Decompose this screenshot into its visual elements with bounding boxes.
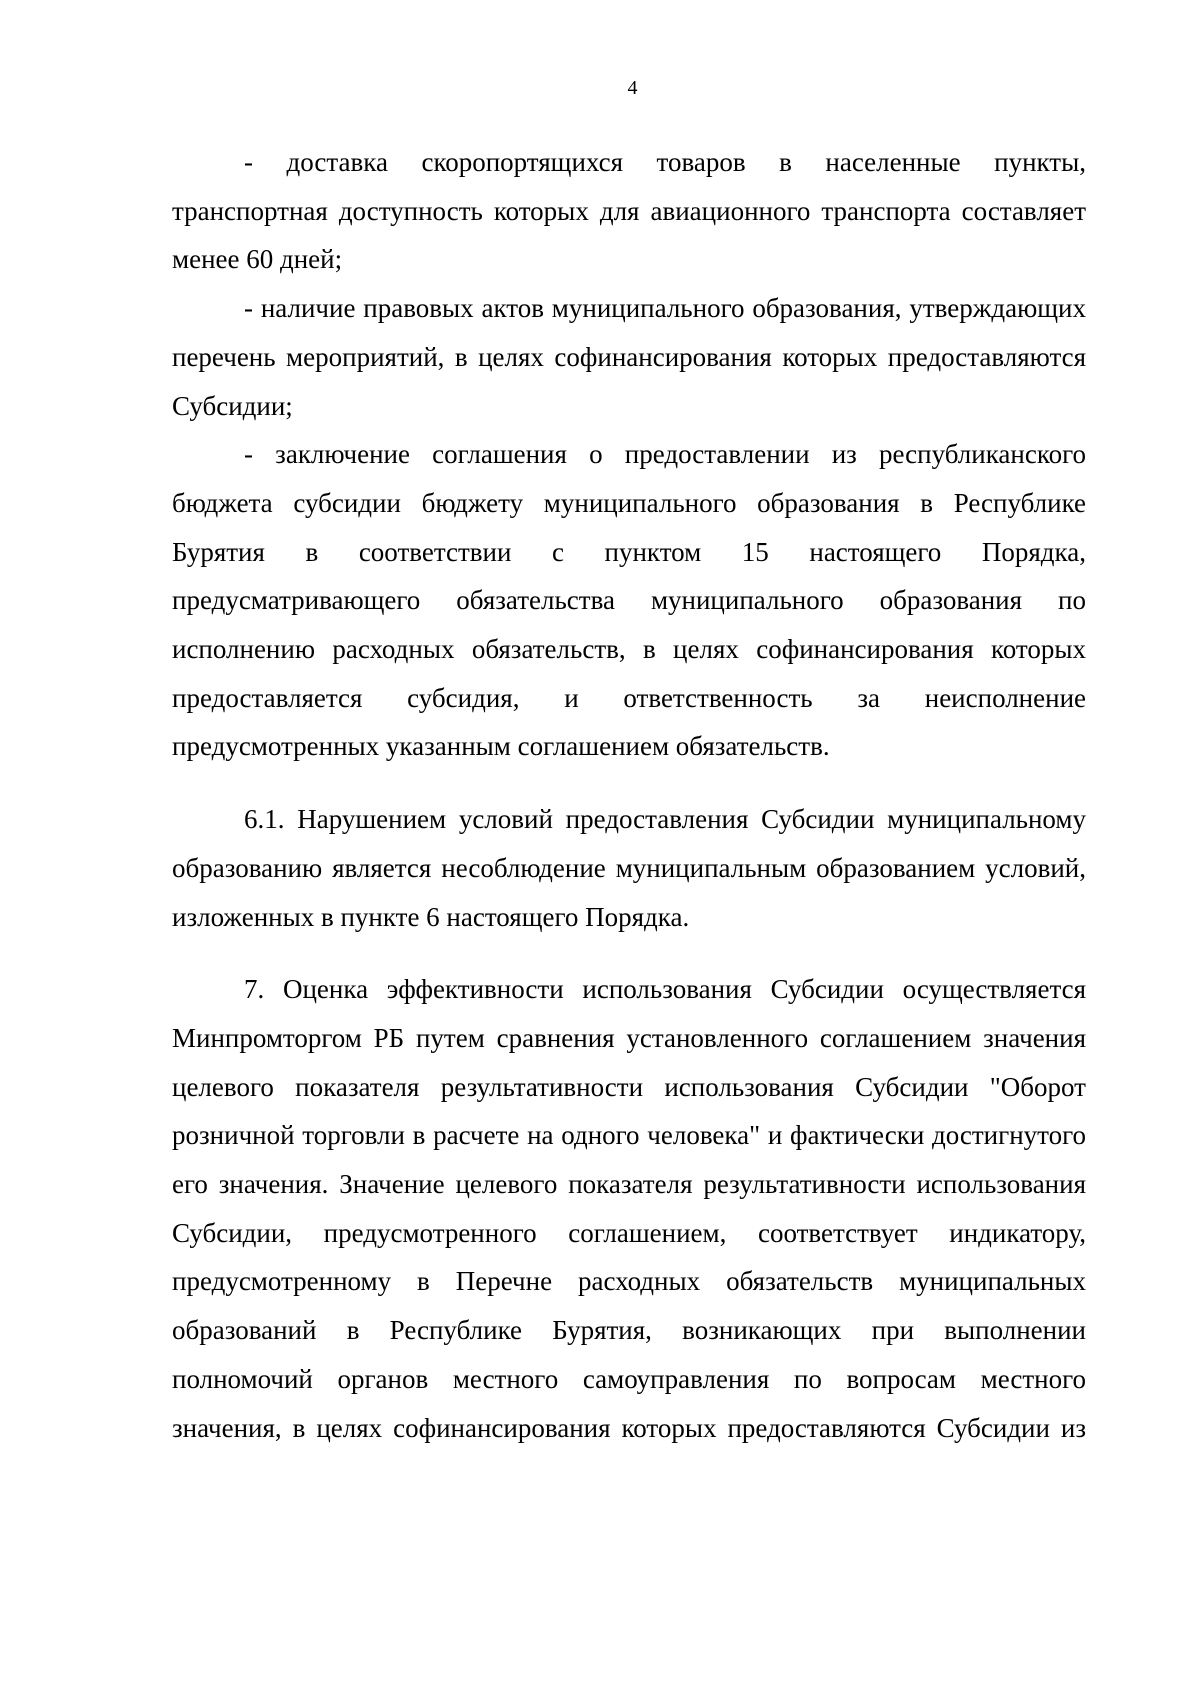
paragraph-7-evaluation: 7. Оценка эффективности использования Субсидии осуществляется Минпромторгом РБ путем сравнения установленного соглашением значения целевого показателя результативности использования Субсидии "Оборот розничной торговли в расчете на одного человека" и фактически достигнутого его значения. Значение целевого показателя результативности использования Субсидии, предусмотренного соглашением, соответствует индикатору, предусмотренному в Перечне расходных обязательств муниципальных образований в Республике Бурятия, возникающих при выполнении полномочий органов местного самоуправления по вопросам местного значения, в целях софинансирования которых предоставляются Субсидии из xyxy=(172,974,1086,1443)
document-body xyxy=(172,138,1086,1452)
paragraph-legal-acts: - наличие правовых актов муниципального образования, утверждающих перечень мероприятий, в целях софинансирования которых предоставляются Субсидии; xyxy=(172,293,1086,421)
page-number: 4 xyxy=(627,77,638,99)
paragraph-6-1-violation: 6.1. Нарушением условий предоставления Субсидии муниципальному образованию является несоблюдение муниципальным образованием условий, изложенных в пункте 6 настоящего Порядка. xyxy=(172,804,1086,932)
paragraph-delivery: - доставка скоропортящихся товаров в населенные пункты, транспортная доступность которых для авиационного транспорта составляет менее 60 дней; xyxy=(172,147,1086,275)
paragraph-agreement: - заключение соглашения о предоставлении из республиканского бюджета субсидии бюджету муниципального образования в Республике Бурятия в соответствии с пунктом 15 настоящего Порядка, предусматривающего обязательства муниципального образования по исполнению расходных обязательств, в целях софинансирования которых предоставляется субсидия, и ответственность за неисполнение предусмотренных указанным соглашением обязательств. xyxy=(172,439,1086,762)
